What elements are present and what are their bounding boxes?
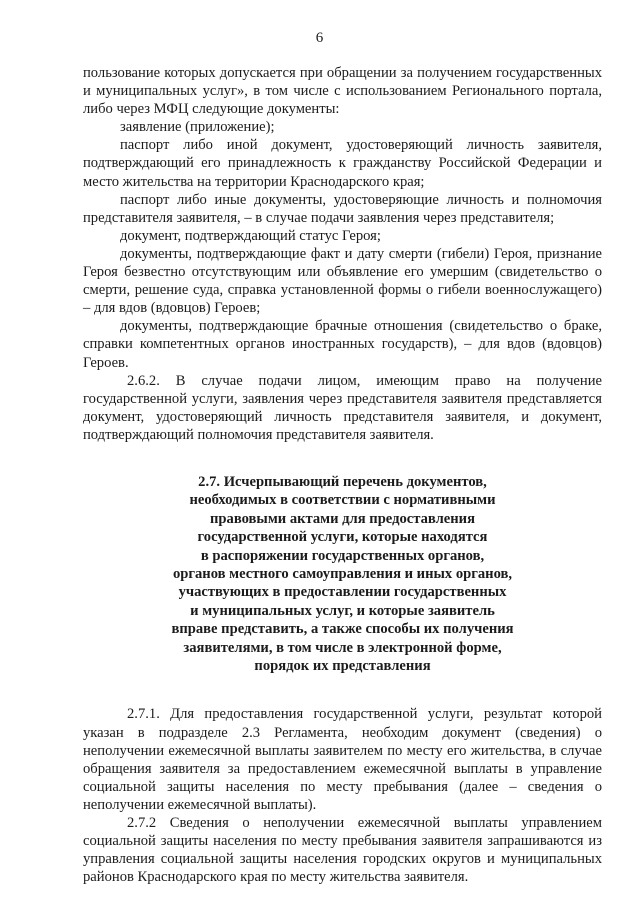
- heading-line: в распоряжении государственных органов,: [200, 547, 485, 564]
- heading-line: 2.7. Исчерпывающий перечень документов,: [198, 473, 487, 490]
- heading-line: порядок их представления: [254, 658, 431, 675]
- paragraph-passport: паспорт либо иной документ, удостоверяющий личность заявителя, подтверждающий его принадлежность к гражданству Российской Федерации и место жительства на территории Краснодарского края;: [83, 137, 602, 190]
- page-number: 6: [315, 30, 324, 46]
- paragraph-2-7-1: 2.7.1. Для предоставления государственной услуги, результат которой указан в подразделе 2.3 Регламента, необходим документ (сведения) о неполучении ежемесячной выплаты заявителем по месту его жительства, в случае обращения заявителя за предоставлением ежемесячной выплаты в управление социальной защиты населения по месту пребывания (далее – сведения о неполучении ежемесячной выплаты).: [83, 706, 602, 813]
- heading-line: органов местного самоуправления и иных органов,: [172, 566, 513, 582]
- paragraph-representative-documents: паспорт либо иные документы, удостоверяющие личность и полномочия представителя заявителя, – в случае подачи заявления через представителя;: [83, 191, 602, 226]
- heading-line: государственной услуги, которые находятся: [197, 529, 488, 546]
- paragraph-intro-continuation: пользование которых допускается при обращении за получением государственных и муниципальных услуг», в том числе с использованием Регионального портала, либо через МФЦ следующие документы:: [83, 65, 602, 118]
- heading-line: необходимых в соответствии с нормативными: [189, 492, 496, 509]
- paragraph-marriage-documents: документы, подтверждающие брачные отношения (свидетельство о браке, справки компетентных органов иностранных государств), – для вдов (вдовцов) Героев.: [83, 318, 602, 371]
- section-heading-2-7: [83, 473, 602, 675]
- heading-line: и муниципальных услуг, и которые заявитель: [190, 602, 495, 619]
- paragraph-2-7-2: 2.7.2 Сведения о неполучении ежемесячной выплаты управлением социальной защиты населения по месту пребывания заявителя запрашиваются из управления социальной защиты населения городских округов и муниципальных районов Краснодарского края по месту жительства заявителя.: [83, 815, 602, 886]
- heading-line: вправе представить, а также способы их получения: [171, 621, 514, 638]
- paragraph-death-documents: документы, подтверждающие факт и дату смерти (гибели) Героя, признание Героя безвестно отсутствующим или объявление его умершим (свидетельство о смерти, решение суда, справка установленной формы о гибели военнослужащего) – для вдов (вдовцов) Героев;: [83, 245, 602, 317]
- heading-line: участвующих в предоставлении государственных: [178, 584, 507, 601]
- heading-line: заявителями, в том числе в электронной форме,: [183, 639, 502, 656]
- paragraph-application: заявление (приложение);: [120, 119, 275, 136]
- paragraph-hero-status: документ, подтверждающий статус Героя;: [120, 227, 381, 244]
- paragraph-2-6-2: 2.6.2. В случае подачи лицом, имеющим право на получение государственной услуги, заявления через представителя заявителя представляется документ, удостоверяющий личность представителя заявителя, и документ, подтверждающий полномочия представителя заявителя.: [83, 372, 602, 443]
- document-body: [83, 64, 602, 886]
- heading-line: правовыми актами для предоставления: [210, 510, 475, 527]
